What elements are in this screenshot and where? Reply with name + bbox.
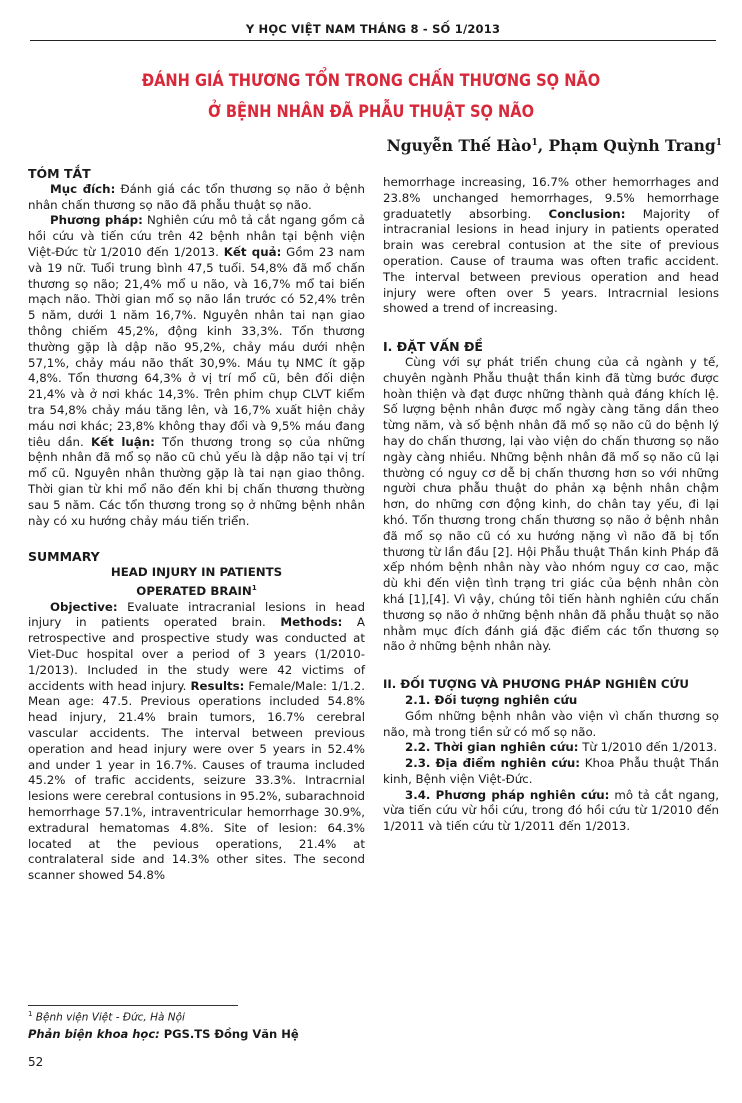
tomtat-phuong-phap xyxy=(28,213,365,529)
s23-label: 2.3. Địa điểm nghiên cứu: xyxy=(405,756,580,771)
author-2-sup: 1 xyxy=(715,137,722,148)
authors xyxy=(387,136,722,155)
author-1: Nguyễn Thế Hào xyxy=(386,136,532,155)
ket-qua-label: Kết quả: xyxy=(223,244,282,259)
footnote-reviewer xyxy=(28,1027,299,1041)
results-label: Results: xyxy=(190,678,245,693)
objective-text: Evaluate intracranial lesions in head injury in patients operated brain. xyxy=(28,599,365,630)
s24-label: 3.4. Phương pháp nghiên cứu: xyxy=(405,787,610,802)
results-text: Female/Male: 1/1.2. Mean age: 47.5. Previous operations included 54.8% head injury, 21.4% brain tumors, 16.7% cerebral vascular accidents. The interval between previous operation and head injury were over 5 years in 52.4% and under 1 year in 16.7%. Causes of trauma included 45.2% of trafic accidents, seizure 33.3%. Intracrnial lesions were cerebral contusions in 95.2%, subarachnoid hemorrhage 57.1%, intraventricular hemorrhage 30.9%, extradural hematomas 4.8%. Site of lesion: 64.3% located at the pevious operations, 21.4% at contralateral side and 14.3% other sites. The second scanner showed 54.8% xyxy=(28,678,365,883)
summary-title-2-wrap xyxy=(28,581,365,600)
footnote-affiliation xyxy=(28,1010,185,1024)
reviewer-name: PGS.TS Đồng Văn Hệ xyxy=(159,1027,299,1041)
conclusion-label: Conclusion: xyxy=(548,206,626,221)
phuong-phap-label: Phương pháp: xyxy=(50,213,143,228)
s24-body: mô tả cắt ngang, vừa tiến cứu vừ hồi cứu, trong đó hồi cứu từ 1/2010 đến 1/2011 và tiến cứu từ 1/2011 đến 1/2013. xyxy=(383,787,719,834)
ket-qua-text: Gồm 23 nam và 19 nữ. Tuổi trung bình 47,5 tuổi. 54,8% đã mổ chấn thương sọ não; 21,4% mổ u não, và 16,7% mổ tai biến mạch não. Thời gian mổ sọ não lần trước có 52,4% trên 5 năm, dưới 1 năm 16,7%. Nguyên nhân tai nạn giao thông chiếm 45,2%, động kinh 33,3%. Tổn thương thường gặp là dập não 95,2%, chảy máu dưới nhện 57,1%, chảy máu não thất 30,9%. Máu tụ NMC ít gặp 4,8%. Tổn thương 64,3% ở vị trí mổ cũ, bên đối diện 21,4% và ở nơi khác 14,3%. Trên phim chụp CLVT kiểm tra 54,8% chảy máu tăng lên, và 16,7% xuất hiện chảy máu nơi khác; 23,8% không thay đổi và 9,5% máu đang tiêu dần. xyxy=(28,244,365,449)
results-continued: hemorrhage increasing, 16.7% other hemorrhages and 23.8% unchanged hemorrhages, 9.5% hemorrhage graduatetly absorbing. xyxy=(383,175,719,221)
s24 xyxy=(383,788,719,835)
page-number: 52 xyxy=(28,1055,44,1069)
summary-body xyxy=(28,600,365,884)
author-2: Phạm Quỳnh Trang xyxy=(548,136,716,155)
muc-dich-text: Đánh giá các tổn thương sọ não ở bệnh nhân chấn thương sọ não đã phẫu thuật sọ não. xyxy=(28,181,365,212)
ket-luan-text: Tổn thương trong sọ của những bệnh nhân đã mổ sọ não cũ chủ yếu là dập não tại vị trí mổ cũ. Nguyên nhân thường gặp là tai nạn giao thông. Thời gian từ khi mổ não đến khi bị chấn thương thường sau 5 năm. Các tổn thương trong sọ ở những bệnh nhân này có xu hướng chảy máu tiến triển. xyxy=(28,434,365,528)
footnote-rule xyxy=(28,1005,238,1006)
phuong-phap-text: Nghiên cứu mô tả cắt ngang gồm cả hồi cứu và tiến cứu trên 42 bệnh nhân tại bệnh viện Việt-Đức từ 1/2010 đến 1/2013. xyxy=(28,213,366,259)
section2-heading: II. ĐỐI TƯỢNG VÀ PHƯƠNG PHÁP NGHIÊN CỨU xyxy=(383,677,689,692)
s21-label-text: 2.1. Đối tượng nghiên cứu xyxy=(405,692,578,707)
summary-continued xyxy=(383,175,719,317)
s21-body: Gồm những bệnh nhân vào viện vì chấn thương sọ não, mà trong tiền sử có mổ sọ não. xyxy=(383,708,719,739)
reviewer-label: Phản biện khoa học: xyxy=(28,1027,160,1041)
muc-dich-label: Mục đích: xyxy=(50,181,116,196)
summary-title-sup: 1 xyxy=(251,583,257,592)
ket-luan-label: Kết luận: xyxy=(90,434,155,449)
right-column xyxy=(383,175,719,835)
s23 xyxy=(383,756,719,788)
author-1-sup: 1 xyxy=(531,137,538,148)
s21-label xyxy=(383,693,719,709)
summary-title-1: HEAD INJURY IN PATIENTS xyxy=(110,565,283,580)
section1-body: Cùng với sự phát triển chung của cả ngành y tế, chuyên ngành Phẫu thuật thần kinh đã từng bước được hoàn thiện và đạt được những thành quả đáng khích lệ. Số lượng bệnh nhân được mổ ngày càng tăng dần theo từng năm, và số bệnh nhân đã mổ sọ não cũ do bệnh lý hay do chấn thương, lại vào viện do chấn thương sọ não ngày càng nhiều. Những bệnh nhân đã mổ sọ não cũ lại thường có nguy cơ dễ bị chấn thương hơn so với những người chưa phẫu thuật do phản xạ bệnh nhân chậm hơn, do những cơn động kinh, do chân tay yếu, đi lại khó. Tổn thương trong chấn thương sọ não ở bệnh nhân đã mổ sọ não cũ có xu hướng nặng vì não đã bị tổn thương từ lần đầu [2]. Hội Phẫu thuật Thần kinh Pháp đã xếp nhóm bệnh nhân này vào nhóm nguy cơ cao, mặc dù khi đến viện tình trạng tri giác của bệnh nhân còn khá [1],[4]. Vì vậy, chúng tôi tiến hành nghiên cứu chấn thương sọ não ở những bệnh nhân đã phẫu thuật sọ não nhằm mục đích đánh giá đặc điểm các tổn thương sọ não ở những bệnh nhân này. xyxy=(383,354,719,654)
summary-heading: SUMMARY xyxy=(28,549,100,565)
tomtat-heading: TÓM TẮT xyxy=(28,166,91,181)
header-rule xyxy=(30,40,716,41)
journal-header: Y HỌC VIỆT NAM THÁNG 8 - SỐ 1/2013 xyxy=(245,22,501,36)
article-title xyxy=(104,66,639,128)
s22 xyxy=(383,740,719,756)
objective-label: Objective: xyxy=(50,599,118,614)
footnote-affiliation-text: Bệnh viện Việt - Đức, Hà Nội xyxy=(32,1011,185,1024)
title-line-1: ĐÁNH GIÁ THƯƠNG TỔN TRONG CHẤN THƯƠNG SỌ NÃO xyxy=(141,71,601,91)
section1-heading: I. ĐẶT VẤN ĐỀ xyxy=(383,339,483,355)
title-line-2: Ở BỆNH NHÂN ĐÃ PHẪU THUẬT SỌ NÃO xyxy=(207,102,535,122)
methods-text: A retrospective and prospective study was conducted at Viet-Duc hospital over a period of 3 years (1/2010-1/2013). Included in the study were 42 victims of accidents with head injury. xyxy=(28,615,365,693)
tomtat-muc-dich xyxy=(28,182,365,214)
left-column xyxy=(28,166,365,884)
summary-title-2: OPERATED BRAIN xyxy=(136,583,252,598)
conclusion-text: Majority of intracranial lesions in head injury in patients operated brain was cerebral contusion at the site of previous operation. Cause of trauma was often trafic accident. The interval between previous operation and head injury were often over 5 years. Intracrnial lesions showed a trend of increasing. xyxy=(383,206,719,316)
footnote-sup: 1 xyxy=(28,1010,33,1018)
methods-label: Methods: xyxy=(280,615,343,630)
s23-body: Khoa Phẫu thuật Thần kinh, Bệnh viện Việt-Đức. xyxy=(383,756,720,786)
s22-body: Từ 1/2010 đến 1/2013. xyxy=(578,740,718,755)
author-separator: , xyxy=(537,136,549,155)
s22-label: 2.2. Thời gian nghiên cứu: xyxy=(405,740,579,755)
